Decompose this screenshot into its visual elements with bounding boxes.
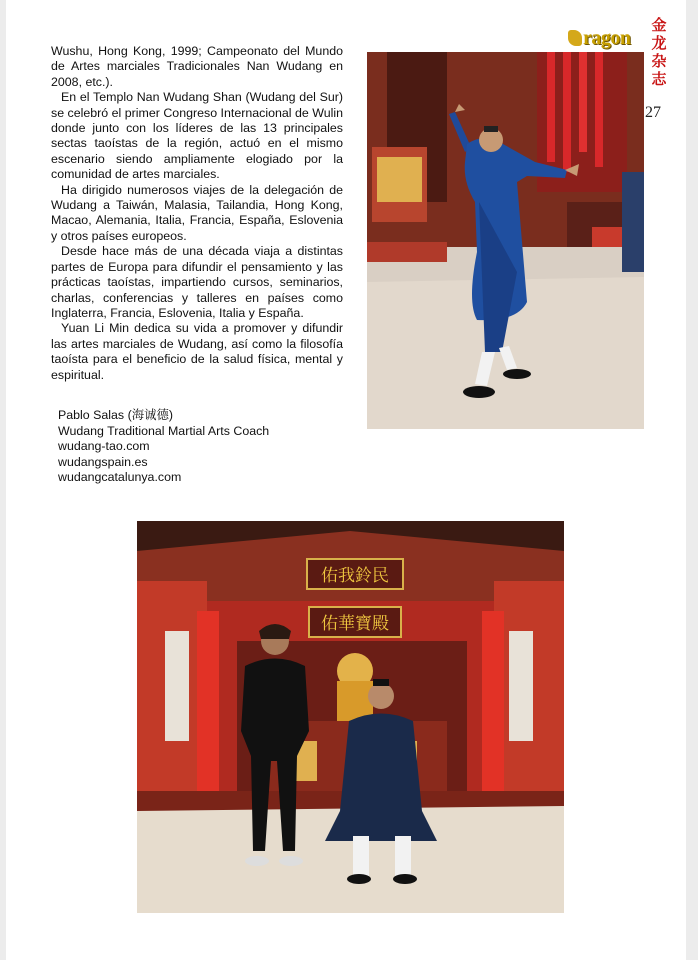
magazine-page xyxy=(6,0,686,960)
website-link[interactable]: wudangspain.es xyxy=(58,454,148,469)
paragraph: Desde hace más de una década viaja a distintas partes de Europa para difundir el pensamiento y las prácticas taoístas, impartiendo cursos, seminarios, charlas, conferencias y talleres en países como Inglaterra, Francia, Eslovenia, Italia y España. xyxy=(51,244,343,320)
website-link[interactable]: wudangcatalunya.com xyxy=(58,470,182,485)
paragraph: Ha dirigido numerosos viajes de la delegación de Wudang a Taiwán, Malasia, Tailandia, Hong Kong, Macao, Alemania, Italia, Francia, España, Eslovenia y otros países europeos. xyxy=(51,182,343,243)
page-number: 27 xyxy=(645,104,661,121)
author-role: Wudang Traditional Martial Arts Coach xyxy=(58,423,270,438)
temple-sign-top: 佑我鈴民 xyxy=(321,566,389,586)
temple-sign-bottom: 佑華寶殿 xyxy=(321,614,389,634)
photo-temple-portrait-image xyxy=(137,521,564,913)
dragon-icon xyxy=(568,30,582,46)
photo-master-tai-chi-image xyxy=(367,52,644,429)
author-signature xyxy=(58,408,269,486)
article-text xyxy=(51,44,343,383)
chinese-title: 金龙杂志 xyxy=(651,16,667,88)
logo-text: ragon xyxy=(583,27,631,49)
paragraph: En el Templo Nan Wudang Shan (Wudang del Sur) se celebró el primer Congreso Internacional de Wulin donde junto con los líderes de las 13 principales sectas taoístas de la región, actuó en el mismo escenario siendo ampliamente elogiado por la comunidad de artes marciales. xyxy=(51,90,343,182)
paragraph: Wushu, Hong Kong, 1999; Campeonato del Mundo de Artes marciales Tradicionales Nan Wudang en 2008, etc.). xyxy=(51,44,343,89)
paragraph: Yuan Li Min dedica su vida a promover y difundir las artes marciales de Wudang, así como la filosofía taoísta para el beneficio de la salud física, mental y espiritual. xyxy=(51,321,343,382)
photo-temple-portrait xyxy=(137,521,564,913)
website-link[interactable]: wudang-tao.com xyxy=(58,439,150,454)
author-name: Pablo Salas (海诚德) xyxy=(58,408,173,422)
photo-master-tai-chi xyxy=(367,52,644,429)
dragon-logo xyxy=(568,27,631,50)
